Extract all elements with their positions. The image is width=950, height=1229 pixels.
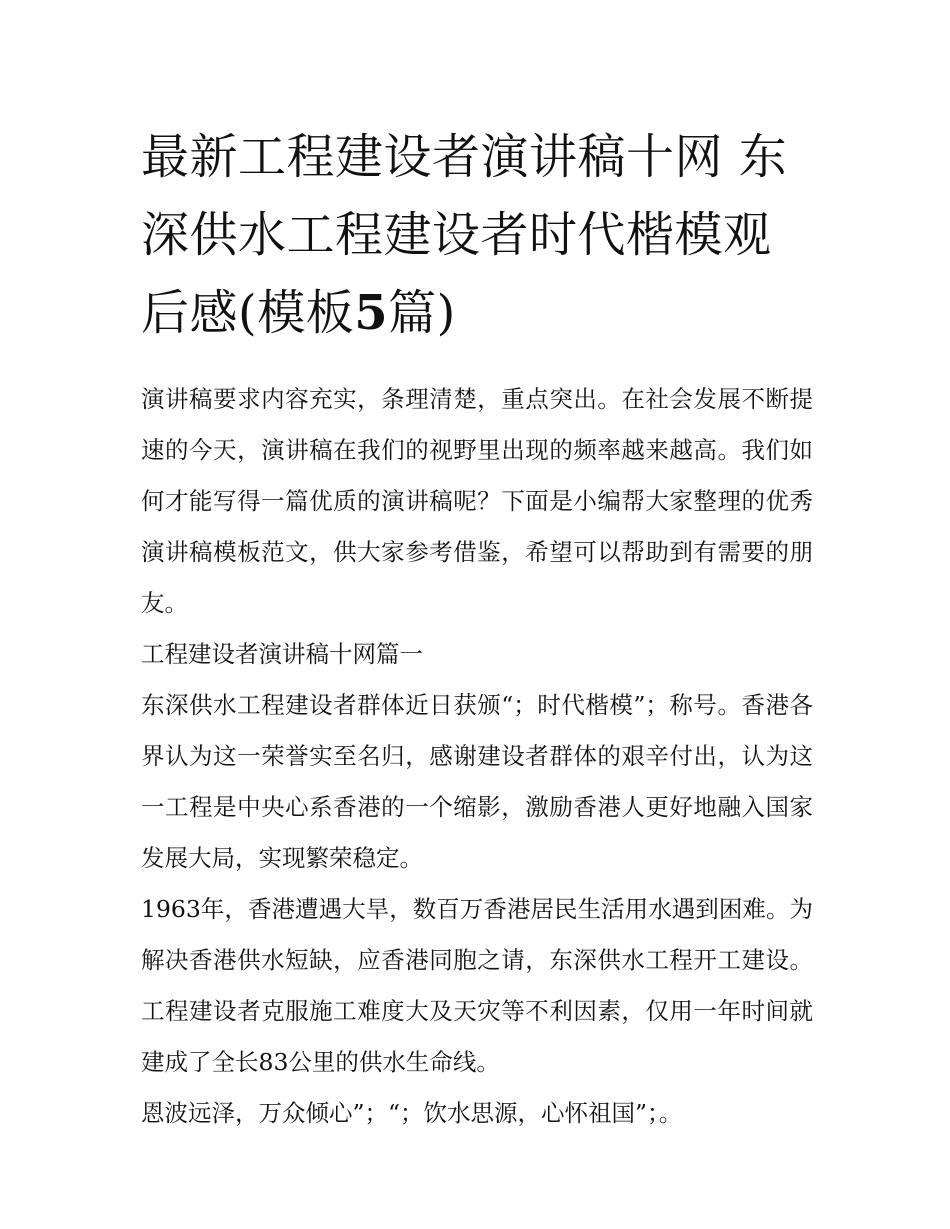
document-title [141, 118, 813, 352]
body-paragraph-3: 恩波远泽，万众倾心”；“；饮水思源，心怀祖国”；。 [141, 1099, 683, 1127]
document-content [141, 118, 813, 1139]
body-paragraph-2: 1963年，香港遭遇大旱，数百万香港居民生活用水遇到困难。为解决香港供水短缺，应香港同胞之请，东深供水工程开工建设。工程建设者克服施工难度大及天灾等不利因素，仅用一年时间就建成了全长83公里的供水生命线。 [141, 895, 813, 1076]
title-text-part1: 最新工程建设者演讲稿十网 东深供水工程建设者时代楷模观后感(模板 [141, 129, 788, 341]
intro-paragraph: 演讲稿要求内容充实，条理清楚，重点突出。在社会发展不断提速的今天，演讲稿在我们的视野里出现的频率越来越高。我们如何才能写得一篇优质的演讲稿呢？下面是小编帮大家整理的优秀演讲稿模板范文，供大家参考借鉴，希望可以帮助到有需要的朋友。 [141, 385, 813, 617]
section-heading: 工程建设者演讲稿十网篇一 [141, 640, 423, 668]
title-text-part2: 篇) [388, 285, 456, 341]
body-paragraph-1: 东深供水工程建设者群体近日获颁“；时代楷模”；称号。香港各界认为这一荣誉实至名归，感谢建设者群体的艰辛付出，认为这一工程是中央心系香港的一个缩影，激励香港人更好地融入国家发展大局，实现繁荣稳定。 [141, 691, 813, 872]
title-text-number: 5 [354, 285, 389, 341]
